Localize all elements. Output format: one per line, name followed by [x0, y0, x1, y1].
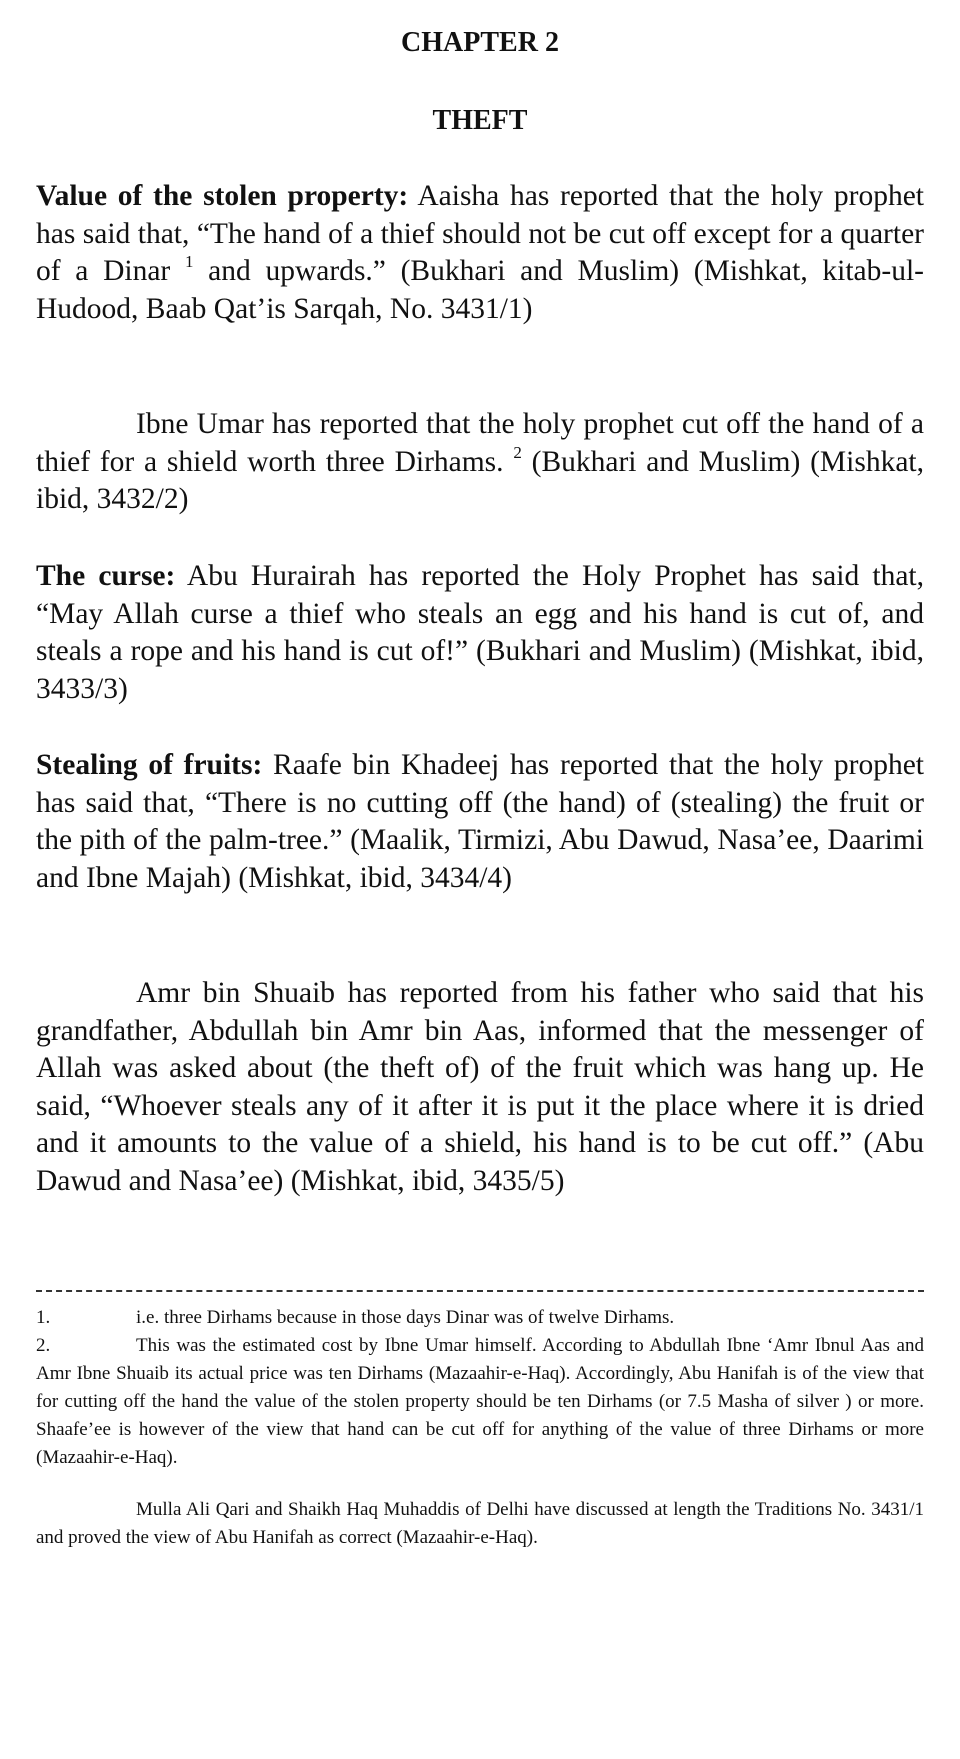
footnote-text: This was the estimated cost by Ibne Umar himself. According to Abdullah Ibne ‘Amr Ibnul Aas and Amr Ibne Shuaib its actual price was ten Dirhams (Mazaahir-e-Haq). Accordingly, Abu Hanifah is of the view that for cutting off the hand the value of the stolen property should be ten Dirhams (or 7.5 Masha of silver ) or more. Shaafe’ee is however of the view that hand can be cut off for anything of the value of three Dirhams or more (Mazaahir-e-Haq).: [36, 1335, 924, 1468]
paragraph-stealing-of-fruits: [36, 747, 924, 897]
footnotes: [36, 1304, 924, 1552]
footnote-extra-note: Mulla Ali Qari and Shaikh Haq Muhaddis of Delhi have discussed at length the Traditions No. 3431/1 and proved the view of Abu Hanifah as correct (Mazaahir-e-Haq).: [36, 1499, 924, 1548]
paragraph-lead: Stealing of fruits:: [36, 749, 263, 781]
footnote-number: 1.: [36, 1307, 51, 1328]
paragraph-text: (Bukhari and Muslim) (Mishkat, ibid, 3432/2): [36, 445, 924, 515]
paragraph-text: Aaisha has reported that the holy prophet has said that, “The hand of a thief should not be cut off except for a quarter of a Dinar: [36, 180, 924, 287]
paragraph-lead: The curse:: [36, 560, 176, 592]
footnote-ref-1: 1: [184, 252, 194, 271]
paragraph-text: and upwards.” (Bukhari and Muslim) (Mishkat, kitab-ul-Hudood, Baab Qat’is Sarqah, No. 3431/1): [36, 255, 924, 325]
paragraph-text: Abu Hurairah has reported the Holy Prophet has said that, “May Allah curse a thief who steals an egg and his hand is cut of, and steals a rope and his hand is cut of!” (Bukhari and Muslim) (Mishkat, ibid, 3433/3): [36, 560, 924, 705]
paragraph-ibne-umar: [36, 406, 924, 519]
paragraph-text: Ibne Umar has reported that the holy prophet cut off the hand of a thief for a shield worth three Dirhams.: [36, 408, 924, 478]
paragraph-the-curse: [36, 558, 924, 708]
footnote-number: 2.: [36, 1335, 51, 1356]
paragraph-amr-bin-shuaib: [36, 975, 924, 1200]
chapter-title: THEFT: [432, 105, 528, 136]
footnote-text: i.e. three Dirhams because in those days Dinar was of twelve Dirhams.: [136, 1307, 675, 1328]
paragraph-value-of-stolen-property: [36, 178, 924, 328]
paragraph-text: Raafe bin Khadeej has reported that the holy prophet has said that, “There is no cutting off (the hand) of (stealing) the fruit or the pith of the palm-tree.” (Maalik, Tirmizi, Abu Dawud, Nasa’ee, Daarimi and Ibne Majah) (Mishkat, ibid, 3434/4): [36, 749, 924, 894]
footnote-1: [36, 1304, 924, 1332]
footnote-2: [36, 1332, 924, 1472]
chapter-heading: CHAPTER 2: [401, 27, 559, 58]
paragraph-text: Amr bin Shuaib has reported from his father who said that his grandfather, Abdullah bin Amr bin Aas, informed that the messenger of Allah was asked about (the theft of) of the fruit which was hang up. He said, “Whoever steals any of it after it is put it the place where it is dried and it amounts to the value of a shield, his hand is to be cut off.” (Abu Dawud and Nasa’ee) (Mishkat, ibid, 3435/5): [36, 977, 924, 1197]
footnote-divider: [36, 1290, 924, 1292]
footnote-ref-2: 2: [513, 442, 522, 462]
paragraph-lead: Value of the stolen property:: [36, 180, 409, 212]
